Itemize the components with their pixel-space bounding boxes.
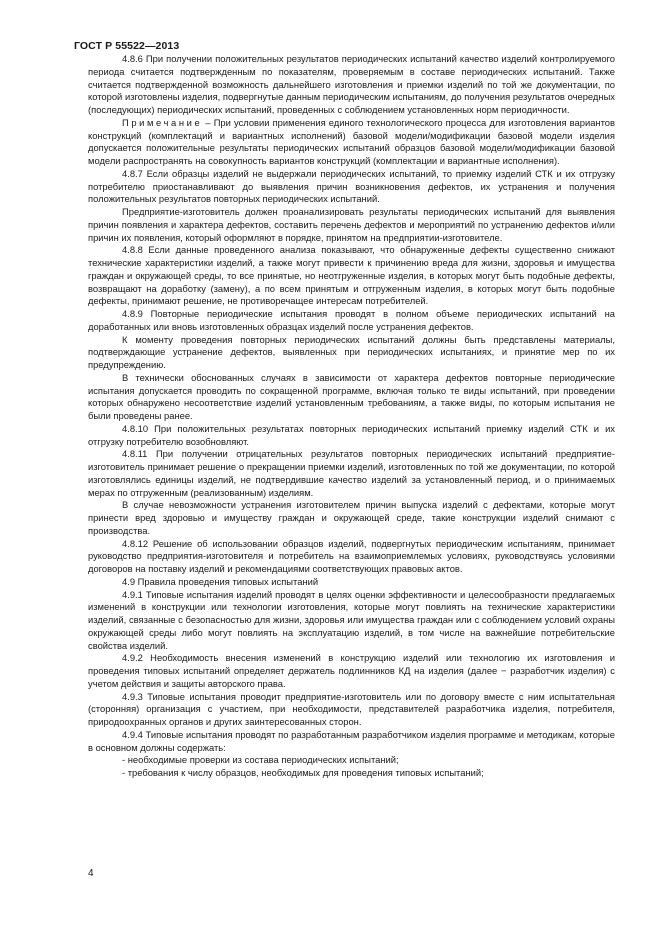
- list-item: - необходимые проверки из состава периодических испытаний;: [122, 754, 399, 766]
- paragraph-4-8-7: 4.8.7 Если образцы изделий не выдержали периодических испытаний, то приемку изделий СТК и их отгрузку потребителю приостанавливают до выявления причин возникновения дефектов, их устранения и получения положительных результатов повторных периодических испытаний.: [88, 167, 615, 205]
- paragraph-4-8-8: 4.8.8 Если данные проведенного анализа показывают, что обнаруженные дефекты существенно снижают технические характеристики изделий, а также могут привести к причинению вреда для жизни, здоровья и имущества граждан и окружающей среды, то все принятые, но неотгруженные изделия, в которых могут быть подобные дефекты, возвращают на доработку (замену), а по всем принятым и отгруженным изделия, в которых могут быть подобные дефекты, принимают решение, не противоречащее интересам потребителей.: [88, 244, 615, 307]
- paragraph-4-9-4: 4.9.4 Типовые испытания проводят по разработанным разработчиком изделия программе и методикам, которые в основном должны содержать:: [88, 728, 615, 753]
- note-text: – При условии применения единого технологического процесса для изготовления вариантов конструкций (комплектаций и вариантных исполнений) базовой модели/модификации базовой модели изделия допускается положительные результаты периодических испытаний образцов базовой модели/модификации базовой модели распространять на совокупность вариантов конструкций (комплектации и вариантные исполнения).: [88, 116, 615, 166]
- section-heading-4-9: 4.9 Правила проведения типовых испытаний: [122, 575, 319, 587]
- document-body: [88, 53, 615, 780]
- page-number: 4: [88, 868, 94, 879]
- paragraph-4-8-11: 4.8.11 При получении отрицательных результатов повторных периодических испытаний предприятие-изготовитель принимает решение о прекращении приемки изделий, изготовленных по той же документации, по которой изготовлялись единицы изделий, не подтвердившие качество изделий за установленный период, и о принимаемых мерах по отгруженным (реализованным) изделиям.: [88, 448, 615, 498]
- paragraph-4-8-9: 4.8.9 Повторные периодические испытания проводят в полном объеме периодических испытаний на доработанных или вновь изготовленных образцах изделий после устранения дефектов.: [88, 308, 615, 332]
- paragraph-4-9-3: 4.9.3 Типовые испытания проводит предприятие-изготовитель или по договору вместе с ним испытательная (сторонняя) организация с участием, при необходимости, представителей разработчика изделия, потребителя, природоохранных органов и других заинтересованных сторон.: [88, 690, 615, 727]
- note-label: Примечание: [122, 116, 203, 128]
- paragraph-4-8-10: 4.8.10 При положительных результатах повторных периодических испытаний приемку изделий СТК и их отгрузку потребителю возобновляют.: [88, 422, 615, 447]
- paragraph-4-8-6: 4.8.6 При получении положительных результатов периодических испытаний качество изделий контролируемого периода считается подтвержденным по показателям, проверяемым в составе периодических испытаний. Также считается подтвержденной возможность дальнейшего изготовления и приемки изделий по той же документации, по которой изготовлены изделия, подвергнутые данным периодическим испытаниям, до получения результатов очередных (последующих) периодических испытаний, проведенных с соблюдением установленных норм периодичности.: [88, 53, 615, 115]
- paragraph: Предприятие-изготовитель должен проанализировать результаты периодических испытаний для выявления причин появления и характера дефектов, составить перечень дефектов и мероприятий по устранению дефектов и/или причин их появления, который оформляют в порядке, принятом на предприятии-изготовителе.: [88, 206, 615, 243]
- paragraph: В случае невозможности устранения изготовителем причин выпуска изделий с дефектами, которые могут принести вред здоровью и имуществу граждан и окружающей среде, такие конструкции изделий снимают с производства.: [88, 499, 615, 536]
- paragraph: В технически обоснованных случаях в зависимости от характера дефектов повторные периодические испытания допускается проводить по сокращенной программе, включая только те виды испытаний, при проведении которых обнаружено несоответствие изделий установленным требованиям, а также виды, по которым испытания не были проведены ранее.: [88, 371, 615, 421]
- paragraph-4-9-2: 4.9.2 Необходимость внесения изменений в конструкцию изделий или технологию их изготовления и проведения типовых испытаний определяет держатель подлинников КД на изделия (далее − разработчик изделия) с учетом действия и защиты авторского права.: [88, 652, 615, 689]
- paragraph-4-8-12: 4.8.12 Решение об использовании образцов изделий, подвергнутых периодическим испытаниям, принимает руководство предприятия-изготовителя и потребитель на взаимоприемлемых условиях, руководствуясь условиями договоров на поставку изделий и рекомендациями соответствующих правовых актов.: [88, 537, 615, 574]
- note-paragraph: [88, 117, 615, 168]
- paragraph: К моменту проведения повторных периодических испытаний должны быть представлены материалы, подтверждающие устранение дефектов, выявленных при периодических испытаниях, и принятие мер по их предупреждению.: [88, 333, 615, 370]
- list-item: - требования к числу образцов, необходимых для проведения типовых испытаний;: [122, 767, 484, 778]
- document-header: ГОСТ Р 55522—2013: [74, 40, 180, 52]
- paragraph-4-9-1: 4.9.1 Типовые испытания изделий проводят в целях оценки эффективности и целесообразности предлагаемых изменений в конструкции или технологии изготовления, которые могут повлиять на технические характеристики изделий, связанные с безопасностью для жизни, здоровья или имущества граждан или с соблюдением условий охраны окружающей среды либо могут повлиять на эксплуатацию изделий, в том числе на важнейшие потребительские свойства изделий.: [88, 588, 615, 651]
